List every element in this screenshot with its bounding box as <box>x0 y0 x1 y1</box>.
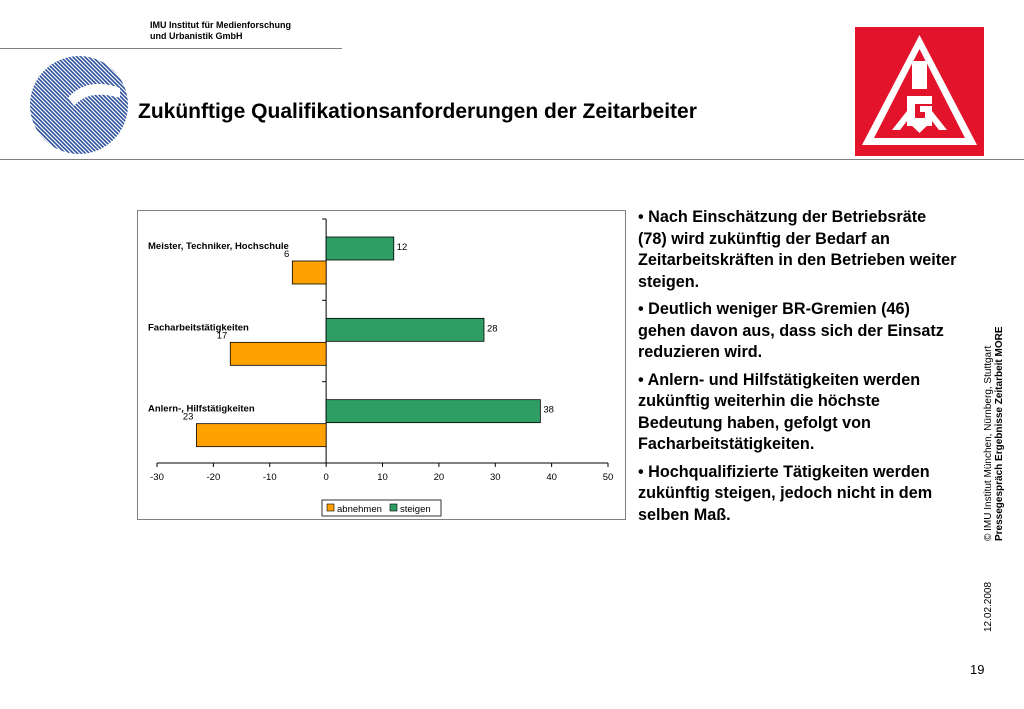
category-label: Meister, Techniker, Hochschule <box>148 241 289 252</box>
date-note: 12.02.2008 <box>983 581 994 632</box>
bullet-item-1: • Nach Einschätzung der Betriebsräte (78) wird zukünftig der Bedarf an Zeitarbeitskräften in den Betrieben weiter steigen. <box>638 208 957 291</box>
bar-steigen <box>326 318 484 341</box>
bar-steigen <box>326 400 540 423</box>
legend-swatch-abnehmen <box>327 504 334 511</box>
legend-swatch-steigen <box>390 504 397 511</box>
x-tick-label: 30 <box>489 472 501 483</box>
header-divider <box>0 159 1024 160</box>
imu-logo <box>28 54 130 156</box>
press-note: Pressegespräch Ergebnisse Zeitarbeit MORE <box>994 326 1005 541</box>
igm-logo <box>855 27 984 156</box>
data-label-steigen: 38 <box>543 404 554 416</box>
bar-abnehmen <box>196 424 326 447</box>
category-label: Facharbeitstätigkeiten <box>148 322 249 334</box>
x-tick-label: -20 <box>206 472 221 483</box>
data-label-abnehmen: 6 <box>284 249 290 260</box>
institute-line-1: IMU Institut für Medienforschung <box>150 20 291 30</box>
institute-name <box>150 20 291 42</box>
category-label: Anlern-, Hilfstätigkeiten <box>148 403 255 415</box>
institute-line-2: und Urbanistik GmbH <box>150 31 243 41</box>
legend-label-steigen: steigen <box>400 504 431 515</box>
data-label-steigen: 12 <box>396 242 408 253</box>
x-tick-label: 20 <box>433 472 445 483</box>
bar-steigen <box>326 237 394 260</box>
data-label-abnehmen: 17 <box>216 330 228 342</box>
chart-canvas <box>138 211 625 519</box>
bullet-item-4: • Hochqualifizierte Tätigkeiten werden zukünftig steigen, jedoch nicht in dem selben Maß. <box>638 462 933 524</box>
page-title: Zukünftige Qualifikationsanforderungen der Zeitarbeiter <box>138 100 697 123</box>
bar-chart <box>137 210 626 520</box>
x-tick-label: 0 <box>323 472 329 483</box>
bullet-item-2: • Deutlich weniger BR-Gremien (46) gehen davon aus, dass sich der Einsatz reduzieren wird. <box>638 300 944 361</box>
page-number: 19 <box>970 662 985 677</box>
data-label-abnehmen: 23 <box>182 411 194 423</box>
x-tick-label: 40 <box>546 472 557 483</box>
header-divider-top <box>0 48 342 49</box>
x-tick-label: 10 <box>377 472 388 483</box>
x-tick-label: 50 <box>602 472 614 483</box>
x-tick-label: -10 <box>262 472 277 483</box>
bar-abnehmen <box>230 342 326 365</box>
bar-abnehmen <box>292 261 326 284</box>
bullet-item-3: • Anlern- und Hilfstätigkeiten werden zukünftig weiterhin die höchste Bedeutung haben, gefolgt von Facharbeitstätigkeiten. <box>638 370 921 453</box>
data-label-steigen: 28 <box>486 323 498 335</box>
copyright-note: © IMU Institut München, Nürnberg, Stuttgart <box>983 345 994 541</box>
bullet-list <box>638 207 958 532</box>
x-tick-label: -30 <box>150 472 164 483</box>
legend-label-abnehmen: abnehmen <box>337 504 382 515</box>
